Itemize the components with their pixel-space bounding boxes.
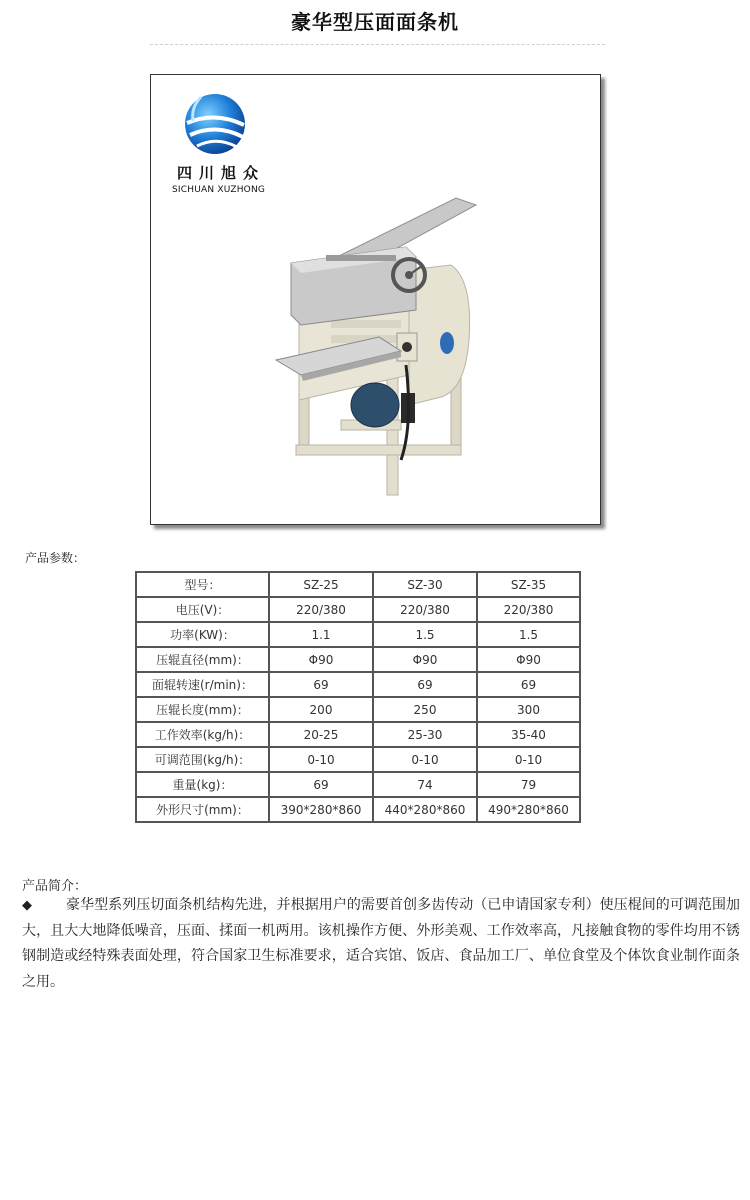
table-row	[136, 722, 580, 747]
params-heading: 产品参数：	[25, 551, 86, 565]
intro-heading: 产品简介：	[22, 879, 88, 894]
table-row-label: 压辊长度(mm)：	[136, 697, 269, 722]
table-cell: SZ-25	[269, 572, 373, 597]
table-cell: 220/380	[373, 597, 477, 622]
table-cell: 35-40	[477, 722, 580, 747]
table-cell: 20-25	[269, 722, 373, 747]
table-cell: 69	[269, 672, 373, 697]
table-cell: Φ90	[477, 647, 580, 672]
table-cell: 200	[269, 697, 373, 722]
table-cell: 0-10	[373, 747, 477, 772]
table-cell: 74	[373, 772, 477, 797]
title-divider	[150, 44, 605, 45]
table-cell: 440*280*860	[373, 797, 477, 822]
table-cell: 69	[373, 672, 477, 697]
brand-name-en: SICHUAN XUZHONG	[172, 185, 266, 195]
table-row-label: 可调范围(kg/h)：	[136, 747, 269, 772]
table-cell: 390*280*860	[269, 797, 373, 822]
table-cell: 220/380	[477, 597, 580, 622]
table-cell: SZ-30	[373, 572, 477, 597]
page-title: 豪华型压面面条机	[291, 10, 459, 34]
table-row	[136, 772, 580, 797]
table-cell: 1.5	[373, 622, 477, 647]
table-row	[136, 597, 580, 622]
table-row	[136, 622, 580, 647]
spec-table	[135, 571, 581, 823]
table-row-label: 电压(V)：	[136, 597, 269, 622]
table-cell: SZ-35	[477, 572, 580, 597]
product-photo	[150, 74, 601, 525]
table-row-label: 功率(KW)：	[136, 622, 269, 647]
brand-name-cn: 四川旭众	[177, 164, 266, 182]
table-cell: 220/380	[269, 597, 373, 622]
table-row	[136, 672, 580, 697]
table-row-label: 工作效率(kg/h)：	[136, 722, 269, 747]
table-row	[136, 697, 580, 722]
table-row-label: 重量(kg)：	[136, 772, 269, 797]
table-cell: 0-10	[477, 747, 580, 772]
table-header-row	[136, 572, 580, 597]
intro-paragraph	[22, 893, 740, 995]
table-row	[136, 797, 580, 822]
table-row-label: 型号：	[136, 572, 269, 597]
table-cell: 1.5	[477, 622, 580, 647]
table-cell: 250	[373, 697, 477, 722]
table-row-label: 外形尺寸(mm)：	[136, 797, 269, 822]
table-row	[136, 647, 580, 672]
table-row-label: 面辊转速(r/min)：	[136, 672, 269, 697]
table-cell: 69	[269, 772, 373, 797]
table-cell: 79	[477, 772, 580, 797]
table-row-label: 压辊直径(mm)：	[136, 647, 269, 672]
table-cell: 300	[477, 697, 580, 722]
table-cell: Φ90	[373, 647, 477, 672]
table-cell: 69	[477, 672, 580, 697]
table-cell: 490*280*860	[477, 797, 580, 822]
table-cell: 1.1	[269, 622, 373, 647]
table-cell: 25-30	[373, 722, 477, 747]
table-cell: Φ90	[269, 647, 373, 672]
table-cell: 0-10	[269, 747, 373, 772]
noodle-machine-illustration	[151, 75, 600, 524]
intro-text: 豪华型系列压切面条机结构先进，并根据用户的需要首创多齿传动（已申请国家专利）使压棍间的可调范围加大，且大大地降低噪音，压面、揉面一机两用。该机操作方便、外形美观、工作效率高，凡接触食物的零件均用不锈钢制造或经特殊表面处理，符合国家卫生标准要求，适合宾馆、饭店、食品加工厂、单位食堂及个体饮食业制作面条之用。	[22, 897, 740, 990]
table-row	[136, 747, 580, 772]
bullet-icon: ◆	[22, 898, 32, 913]
